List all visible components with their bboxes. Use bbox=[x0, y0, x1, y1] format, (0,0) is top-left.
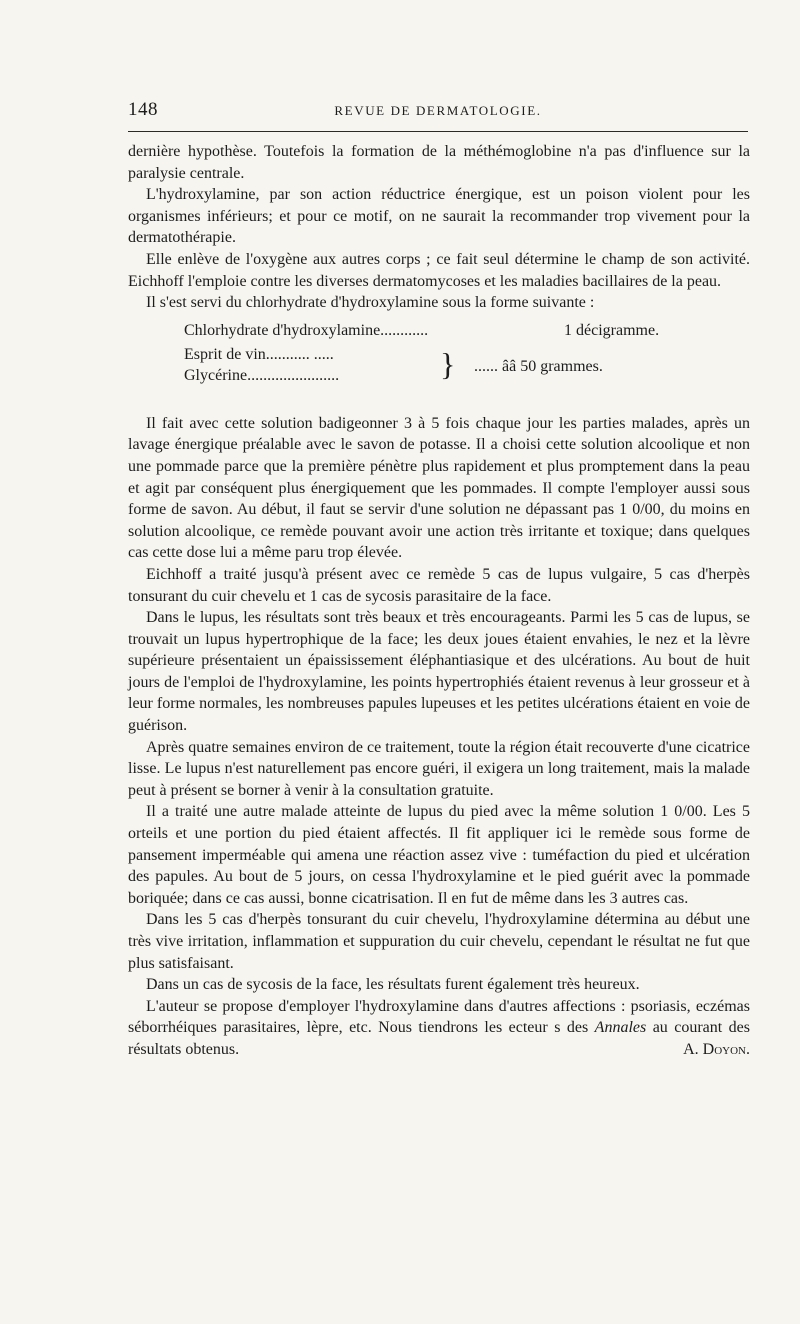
paragraph: Après quatre semaines environ de ce traitement, toute la région était recouverte d'une cicatrice lisse. Le lupus n'est naturellement pas encore guéri, il exigera un long traitement, mais la malade peut à présent se borner à venir à la consultation gratuite. bbox=[128, 738, 750, 799]
paragraph: Il s'est servi du chlorhydrate d'hydroxylamine sous la forme suivante : bbox=[146, 294, 595, 312]
paragraph: Dans un cas de sycosis de la face, les résultats furent également très heureux. bbox=[146, 976, 640, 994]
paragraph: Dans le lupus, les résultats sont très beaux et très encourageants. Parmi les 5 cas de lupus, se trouvait un lupus hypertrophique de la face; les deux joues étaient envahies, le nez et la lèvre supérieure présentaient un épaississement éléphantiasique et des ulcérations. Au bout de huit jours de l'emploi de l'hydroxylamine, les points hypertrophiés étaient revenus à leur grosseur et à leur forme normales, les nombreuses papules lupeuses et les petites ulcérations étaient en voie de guérison. bbox=[128, 609, 750, 735]
paragraph: Dans les 5 cas d'herpès tonsurant du cuir chevelu, l'hydroxylamine détermina au début une très vive irritation, inflammation et suppuration du cuir chevelu, cependant le résultat ne fut que plus satisfaisant. bbox=[128, 911, 750, 972]
paragraph: Eichhoff a traité jusqu'à présent avec ce remède 5 cas de lupus vulgaire, 5 cas d'herpès tonsurant du cuir chevelu et 1 cas de sycosis parasitaire de la face. bbox=[128, 565, 750, 605]
prescription-formula bbox=[184, 320, 744, 406]
paragraph-text: au courant des résultats obtenus. bbox=[128, 1019, 751, 1058]
paragraph-text: L'auteur se propose d'employer l'hydroxylamine dans d'autres affections : psoriasis, eczémas séborrhéiques parasitaires, lèpre, etc. Nous tiendrons les ecteur s des bbox=[128, 997, 750, 1037]
formula-ingredient: Glycérine....................... bbox=[184, 366, 340, 384]
article-body bbox=[128, 141, 750, 1061]
paragraph: Elle enlève de l'oxygène aux autres corps ; ce fait seul détermine le champ de son activité. Eichhoff l'emploie contre les diverses dermatomycoses et les maladies bacillaires de la peau. bbox=[128, 250, 750, 290]
formula-ingredient: Chlorhydrate d'hydroxylamine............ bbox=[184, 321, 429, 339]
paragraph-final bbox=[128, 996, 750, 1061]
formula-brace: } bbox=[440, 345, 456, 382]
formula-ingredient: Esprit de vin........... ..... bbox=[184, 345, 334, 363]
paragraph: Il a traité une autre malade atteinte de lupus du pied avec la même solution 1 0/00. Les 5 orteils et une portion du pied étaient affectés. Il fit appliquer ici le remède sous forme de pansement imperméable qui amena une réaction assez vive : tuméfaction du pied et ulcération des papules. Au bout de 5 jours, on cessa l'hydroxylamine et le pied guérit avec la pommade boriquée; dans ce cas aussi, bonne cicatrisation. Il en fut de même dans les 3 autres cas. bbox=[128, 803, 750, 907]
paragraph: L'hydroxylamine, par son action réductrice énergique, est un poison violent pour les organismes inférieurs; et pour ce motif, on ne saurait la recommander trop vivement pour la dermatothérapie. bbox=[128, 186, 750, 247]
paragraph: Il fait avec cette solution badigeonner 3 à 5 fois chaque jour les parties malades, après un lavage énergique préalable avec le savon de potasse. Il a choisi cette solution alcoolique et non une pommade parce que la première pénètre plus rapidement et plus promptement dans la peau et agit par conséquent plus énergiquement que les pommades. Il compte l'employer aussi sous forme de savon. Au début, il faut se servir d'une solution ne dépassant pas 1 0/00, du moins en solution alcoolique, ce remède pouvant avoir une action très irritante et toxique; dans quelques cas cette dose lui a même paru trop élevée. bbox=[128, 414, 750, 562]
page-number: 148 bbox=[128, 99, 158, 120]
journal-title: Annales bbox=[594, 1019, 647, 1037]
formula-dose: 1 décigramme. bbox=[564, 321, 660, 339]
page-header bbox=[128, 99, 748, 125]
author-signature: A. Doyon. bbox=[683, 1040, 750, 1058]
running-title: REVUE DE DERMATOLOGIE. bbox=[334, 103, 542, 118]
header-rule bbox=[128, 131, 748, 132]
formula-dose: ...... ââ 50 grammes. bbox=[474, 357, 603, 375]
paragraph: dernière hypothèse. Toutefois la formation de la méthémoglobine n'a pas d'influence sur la paralysie centrale. bbox=[128, 143, 750, 182]
